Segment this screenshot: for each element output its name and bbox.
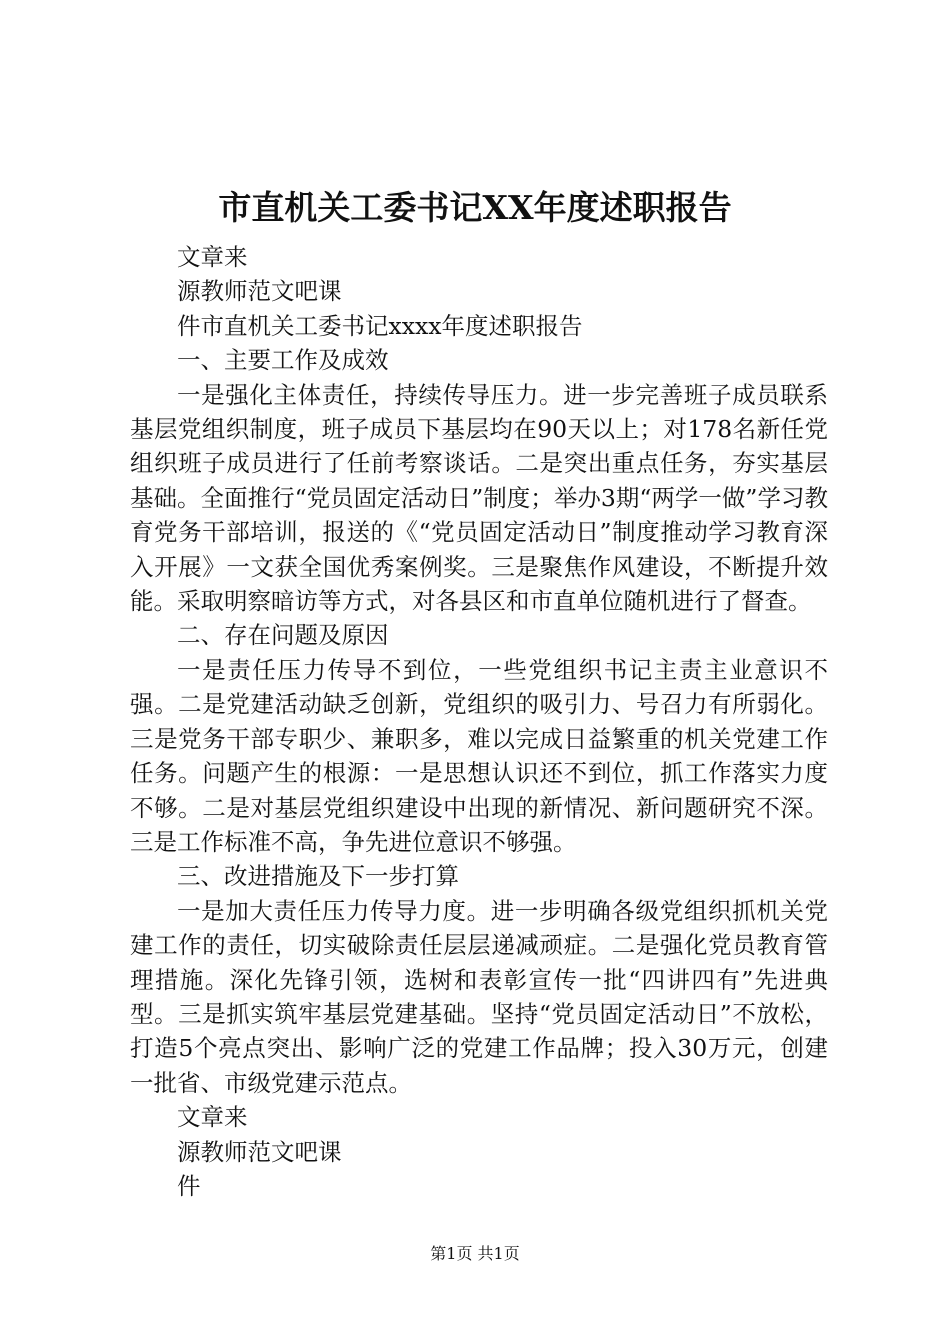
paragraph-source-5: 件: [177, 1171, 201, 1200]
section-heading-1: 一、主要工作及成效: [177, 346, 389, 375]
paragraph-source-4: 源教师范文吧课: [177, 1137, 342, 1166]
paragraph-source-1: 文章来: [177, 243, 248, 271]
section-body-2: 一是责任压力传导不到位，一些党组织书记主责主业意识不强。二是党建活动缺乏创新，党组织的吸引力、号召力有所弱化。三是党务干部专职少、兼职多，难以完成日益繁重的机关党建工作任务。问题产生的根源：一是思想认识还不到位，抓工作落实力度不够。二是对基层党组织建设中出现的新情况、新问题研究不深。三是工作标准不高，争先进位意识不够强。: [130, 655, 828, 856]
document-title: 市直机关工委书记XX年度述职报告: [218, 188, 732, 227]
document-body: [130, 240, 828, 1203]
section-body-3: 一是加大责任压力传导力度。进一步明确各级党组织抓机关党建工作的责任，切实破除责任层层递减顽症。二是强化党员教育管理措施。深化先锋引领，选树和表彰宣传一批“四讲四有”先进典型。三是抓实筑牢基层党建基础。坚持“党员固定活动日”不放松，打造5个亮点突出、影响广泛的党建工作品牌；投入30万元，创建一批省、市级党建示范点。: [130, 896, 828, 1097]
paragraph-source-3: 文章来: [177, 1103, 248, 1132]
section-heading-2: 二、存在问题及原因: [177, 621, 389, 650]
section-heading-3: 三、改进措施及下一步打算: [177, 862, 459, 891]
paragraph-source-2: 源教师范文吧课: [177, 277, 342, 306]
paragraph-subtitle: 件市直机关工委书记xxxx年度述职报告: [177, 311, 583, 340]
page-footer: 第1页 共1页: [430, 1244, 520, 1263]
section-body-1: 一是强化主体责任，持续传导压力。进一步完善班子成员联系基层党组织制度，班子成员下基层均在90天以上；对178名新任党组织班子成员进行了任前考察谈话。二是突出重点任务，夯实基层基础。全面推行“党员固定活动日”制度；举办3期“两学一做”学习教育党务干部培训，报送的《“党员固定活动日”制度推动学习教育深入开展》一文获全国优秀案例奖。三是聚焦作风建设，不断提升效能。采取明察暗访等方式，对各县区和市直单位随机进行了督查。: [130, 380, 828, 616]
